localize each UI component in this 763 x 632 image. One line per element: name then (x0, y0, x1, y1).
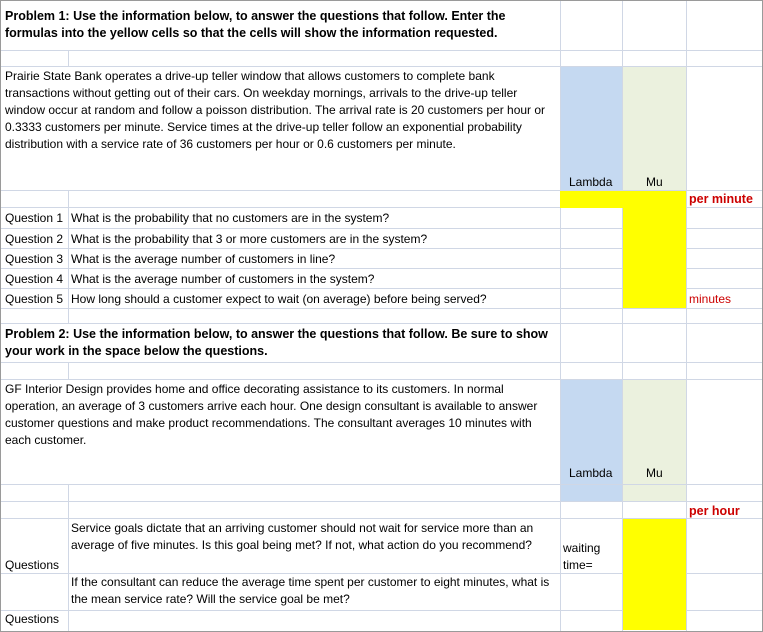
problem1-description: Prairie State Bank operates a drive-up teller window that allows customers to complete bank transactions without getting out of their cars. On weekday mornings, arrivals to the drive-up teller window occur at random and follow a poisson distribution. The arrival rate is 20 customers per hour or 0.3333 customers per minute. Service times at the drive-up teller follow an exponential probability distribution with a service rate of 36 customers per hour or 0.6 customers per minute. (5, 69, 546, 151)
p2-answers-cell[interactable] (623, 519, 686, 630)
p2-question2-text: If the consultant can reduce the average time spent per customer to eight minutes, what is the mean service rate? Will the service goal be met? (71, 575, 550, 606)
question1-label: Question 1 (5, 211, 64, 225)
p2-question1-label: Questions (5, 558, 60, 572)
p2-question2-label: Questions (5, 612, 60, 626)
p2-mu-label: Mu (646, 466, 663, 480)
question2-text: What is the probability that 3 or more customers are in the system? (71, 232, 428, 246)
question1-text: What is the probability that no customers are in the system? (71, 211, 390, 225)
question2-label: Question 2 (5, 232, 64, 246)
p1-answers-cell[interactable] (623, 208, 686, 308)
p1-lambda-label: Lambda (569, 175, 613, 189)
p1-mu-shade (623, 67, 687, 191)
p1-minutes-label: minutes (689, 292, 732, 306)
p1-unit-label: per minute (689, 192, 753, 206)
problem2-heading: Problem 2: Use the information below, to answer the questions that follow. Be sure to show your work in the space below the questions. (5, 327, 548, 358)
question4-text: What is the average number of customers in the system? (71, 272, 375, 286)
p2-lambda-label: Lambda (569, 466, 613, 480)
waiting-time-label: waiting time= (563, 541, 601, 572)
problem1-heading: Problem 1: Use the information below, to answer the questions that follow. Enter the formulas into the yellow cells so that the cells will show the information requested. (5, 9, 506, 40)
question5-text: How long should a customer expect to wait (on average) before being served? (71, 292, 487, 306)
p2-question1-text: Service goals dictate that an arriving customer should not wait for service more than an average of five minutes. Is this goal being met? If not, what action do you recommend? (71, 521, 534, 552)
question3-label: Question 3 (5, 252, 64, 266)
question5-label: Question 5 (5, 292, 64, 306)
p1-mu-label: Mu (646, 175, 663, 189)
question3-text: What is the average number of customers in line? (71, 252, 336, 266)
p2-unit-label: per hour (689, 504, 740, 518)
question4-label: Question 4 (5, 272, 64, 286)
problem2-description: GF Interior Design provides home and office decorating assistance to its customers. In normal operation, an average of 3 customers arrive each hour. One design consultant is available to answer customer questions and make product recommendations. The consultant averages 10 minutes with each customer. (5, 382, 538, 447)
p1-lambda-answer-cell[interactable] (560, 191, 686, 208)
p1-lambda-shade (561, 67, 623, 191)
